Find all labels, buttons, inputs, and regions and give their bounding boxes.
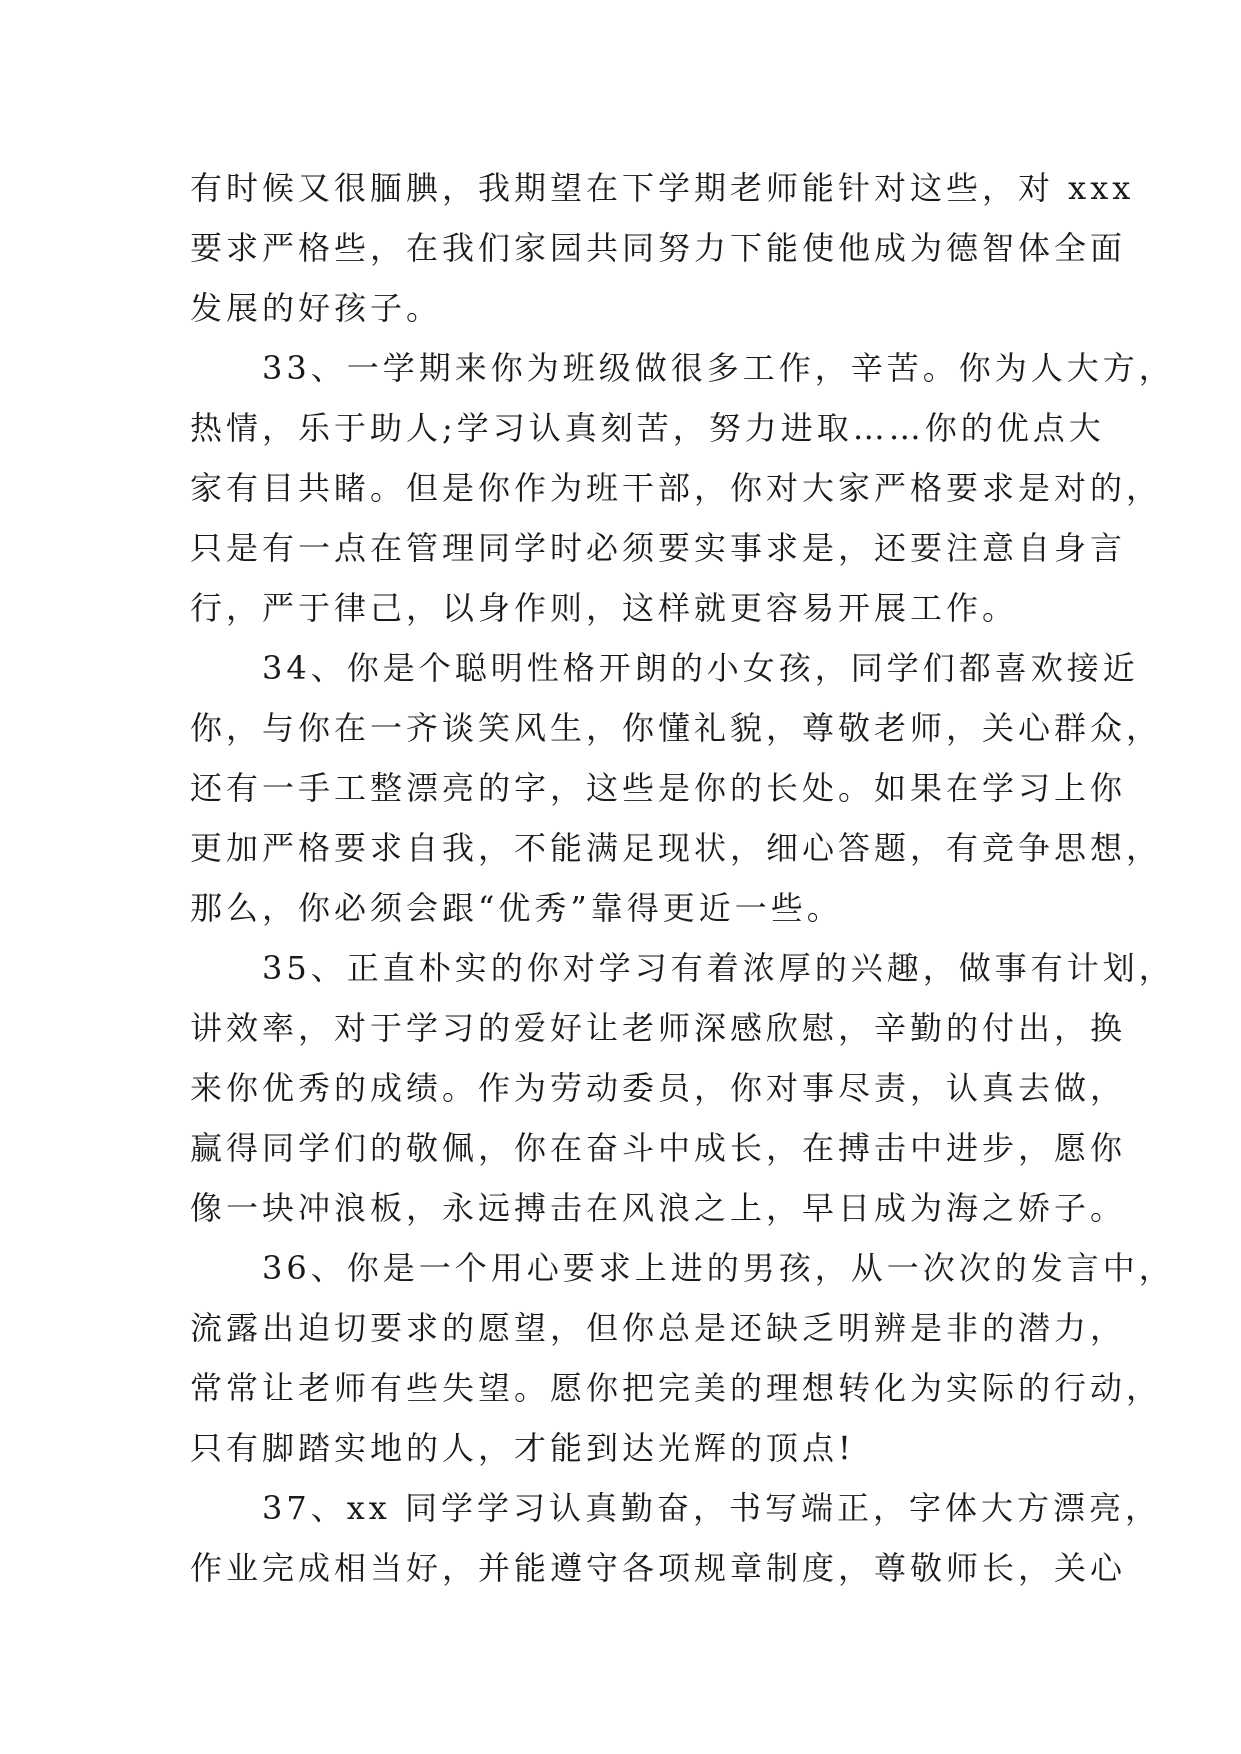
text-line: 讲效率，对于学习的爱好让老师深感欣慰，辛勤的付出，换 (190, 1009, 1127, 1047)
text-line: 你，与你在一齐谈笑风生，你懂礼貌，尊敬老师，关心群众， (190, 709, 1163, 747)
text-line: 还有一手工整漂亮的字，这些是你的长处。如果在学习上你 (190, 769, 1127, 807)
text-line: 要求严格些，在我们家园共同努力下能使他成为德智体全面 (190, 229, 1127, 267)
text-line: 家有目共睹。但是你作为班干部，你对大家严格要求是对的， (190, 469, 1163, 507)
text-line: 常常让老师有些失望。愿你把完美的理想转化为实际的行动， (190, 1369, 1163, 1407)
text-line: 更加严格要求自我，不能满足现状，细心答题，有竞争思想， (190, 829, 1163, 867)
text-line: 37、xx 同学学习认真勤奋，书写端正，字体大方漂亮， (190, 1489, 1161, 1527)
text-line: 35、正直朴实的你对学习有着浓厚的兴趣，做事有计划， (190, 949, 1175, 987)
text-line: 来你优秀的成绩。作为劳动委员，你对事尽责，认真去做， (190, 1069, 1127, 1107)
text-line: 作业完成相当好，并能遵守各项规章制度，尊敬师长，关心 (190, 1549, 1127, 1587)
text-line: 像一块冲浪板，永远搏击在风浪之上，早日成为海之娇子。 (190, 1189, 1127, 1227)
text-line: 有时候又很腼腆，我期望在下学期老师能针对这些，对 xxx (190, 169, 1135, 207)
text-line: 行，严于律己，以身作则，这样就更容易开展工作。 (190, 589, 1019, 627)
text-line: 只是有一点在管理同学时必须要实事求是，还要注意自身言 (190, 529, 1127, 567)
text-line: 33、一学期来你为班级做很多工作，辛苦。你为人大方， (190, 349, 1175, 387)
text-line: 热情，乐于助人;学习认真刻苦，努力进取……你的优点大 (190, 409, 1105, 447)
text-line: 发展的好孩子。 (190, 289, 443, 327)
text-line: 赢得同学们的敬佩，你在奋斗中成长，在搏击中进步，愿你 (190, 1129, 1127, 1167)
document-body (190, 158, 1175, 1598)
text-line: 那么，你必须会跟“优秀”靠得更近一些。 (190, 889, 843, 927)
text-line: 36、你是一个用心要求上进的男孩，从一次次的发言中， (190, 1249, 1175, 1287)
text-line: 34、你是个聪明性格开朗的小女孩，同学们都喜欢接近 (190, 649, 1139, 687)
text-line: 只有脚踏实地的人，才能到达光辉的顶点! (190, 1429, 855, 1467)
text-line: 流露出迫切要求的愿望，但你总是还缺乏明辨是非的潜力， (190, 1309, 1127, 1347)
